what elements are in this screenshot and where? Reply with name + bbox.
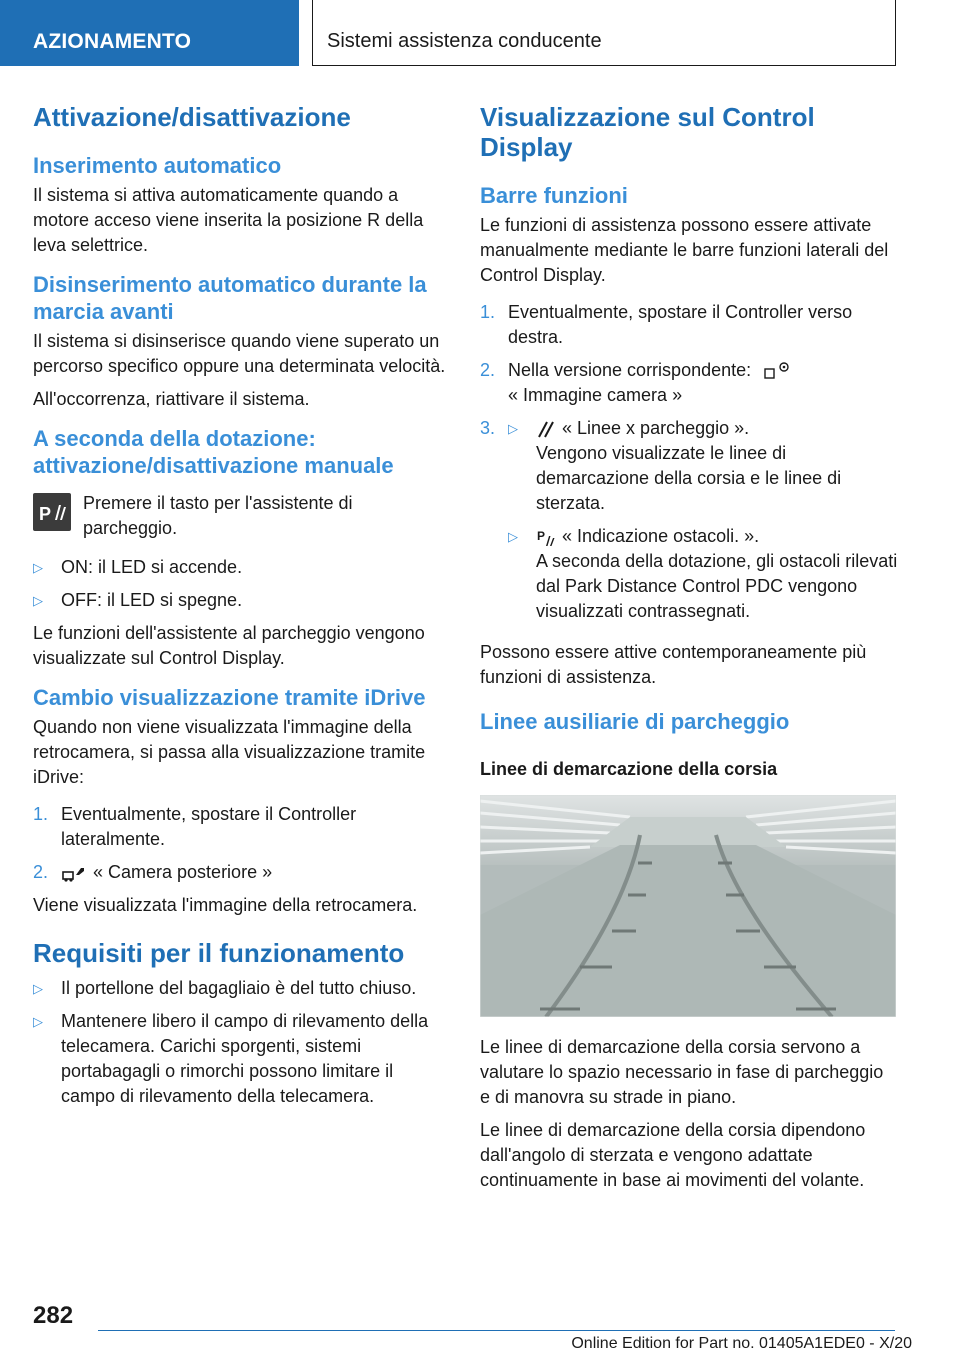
heading-auto-on: Inserimento automatico	[33, 153, 282, 178]
section-idrive	[33, 684, 451, 918]
heading-requirements: Requisiti per il funzionamento	[33, 938, 405, 968]
section-aux	[480, 708, 898, 1193]
chapter-tab	[312, 0, 896, 66]
bars-step-1: 1. Eventualmente, spostare il Controller verso destra.	[480, 302, 853, 347]
rear-camera-icon	[61, 863, 87, 883]
left-column	[33, 102, 451, 1122]
bullet-triangle-icon: ▷	[33, 1014, 43, 1029]
text-manual: Le funzioni dell'assistente al parcheggio vengono visualizzate sul Control Display.	[33, 623, 425, 668]
requirement-1: ▷ Il portellone del bagagliaio è del tutto chiuso.	[33, 976, 451, 1001]
idrive-step-1: 1. Eventualmente, spostare il Controller lateralmente.	[33, 804, 357, 849]
parking-lines-icon	[536, 419, 556, 439]
text-idrive-after: Viene visualizzata l'immagine della retrocamera.	[33, 895, 418, 915]
footer-rule	[98, 1330, 895, 1331]
section-bars	[480, 182, 898, 690]
bullet-triangle-icon: ▷	[508, 529, 518, 544]
bullet-on: ▷ ON: il LED si accende.	[33, 555, 451, 580]
bars-step-2: 2. Nella versione corrispondente: « Immagine camera »	[480, 358, 898, 408]
rear-camera-image	[480, 795, 896, 1017]
text-auto-off-2: All'occorrenza, riattivare il sistema.	[33, 389, 310, 409]
heading-aux: Linee ausiliarie di parcheggio	[480, 709, 790, 734]
section-auto-on	[33, 152, 451, 258]
heading-auto-off: Disinserimento automatico durante la marcia avanti	[33, 272, 427, 324]
bullet-triangle-icon: ▷	[33, 560, 43, 575]
heading-display: Visualizzazione sul Control Display	[480, 102, 815, 162]
heading-activation: Attivazione/disattivazione	[33, 102, 351, 132]
section-requirements	[33, 938, 451, 1109]
text-bars-after: Possono essere attive contemporaneamente più funzioni di assistenza.	[480, 642, 867, 687]
svg-text:P: P	[537, 529, 546, 544]
right-column	[480, 102, 898, 1206]
sub-obstacles: ▷ P « Indicazione ostacoli. ». A seconda della dotazione, gli ostacoli rilevati dal Park Distance Control PDC vengono visualizzati contrassegnati.	[508, 524, 898, 624]
section-tab	[0, 0, 299, 66]
heading-lane-lines: Linee di demarcazione della corsia	[480, 759, 778, 779]
bullet-triangle-icon: ▷	[33, 593, 43, 608]
manual-icon-row	[33, 491, 451, 541]
svg-text:P: P	[39, 504, 52, 524]
text-aux-2: Le linee di demarcazione della corsia dipendono dall'angolo di sterzata e vengono adattate continuamente in base ai movimenti del volante.	[480, 1120, 866, 1190]
section-auto-off	[33, 271, 451, 412]
section-manual	[33, 425, 451, 671]
page-number: 282	[33, 1302, 74, 1329]
text-aux-1: Le linee di demarcazione della corsia servono a valutare lo spazio necessario in fase di parcheggio e di manovra su strade in piano.	[480, 1037, 884, 1107]
heading-idrive: Cambio visualizzazione tramite iDrive	[33, 685, 426, 710]
text-idrive: Quando non viene visualizzata l'immagine della retrocamera, si passa alla visualizzazione tramite iDrive:	[33, 717, 426, 787]
bars-step-3: 3. ▷ « Linee x parcheggio ». Vengono visualizzate le linee di demarcazione della corsia e le linee di sterzata. ▷ P « Indicazione ostacoli. ». A seconda della dotazione, gli ostacoli rilevati dal Park Distance Control PDC vengono visualizzati contrassegnati.	[480, 416, 898, 632]
park-assist-button-icon	[33, 493, 71, 531]
text-auto-off-1: Il sistema si disinserisce quando viene superato un percorso specifico oppure una determinata velocità.	[33, 331, 446, 376]
sub-parking-lines: ▷ « Linee x parcheggio ». Vengono visualizzate le linee di demarcazione della corsia e le linee di sterzata.	[508, 416, 898, 516]
idrive-step-2: 2. « Camera posteriore »	[33, 862, 273, 882]
camera-settings-icon	[762, 360, 792, 382]
heading-manual: A seconda della dotazione: attivazione/disattivazione manuale	[33, 426, 394, 478]
chapter-title: Sistemi assistenza conducente	[327, 30, 602, 52]
obstacle-indicator-icon	[536, 527, 556, 547]
edition-text: Online Edition for Part no. 01405A1EDE0 - X/20	[571, 1335, 912, 1352]
text-auto-on: Il sistema si attiva automaticamente quando a motore acceso viene inserita la posizione R della leva selettrice.	[33, 185, 424, 255]
bullet-off: ▷ OFF: il LED si spegne.	[33, 588, 451, 613]
bullet-triangle-icon: ▷	[33, 981, 43, 996]
text-bars: Le funzioni di assistenza possono essere attivate manualmente mediante le barre funzioni laterali del Control Display.	[480, 215, 889, 285]
text-manual-icon: Premere il tasto per l'assistente di parcheggio.	[83, 493, 353, 538]
heading-bars: Barre funzioni	[480, 183, 628, 208]
bullet-triangle-icon: ▷	[508, 421, 518, 436]
section-title: AZIONAMENTO	[33, 30, 192, 53]
requirement-2: ▷ Mantenere libero il campo di rilevamento della telecamera. Carichi sporgenti, sistemi portabagagli o rimorchi possono limitare il campo di rilevamento della telecamera.	[33, 1009, 451, 1109]
